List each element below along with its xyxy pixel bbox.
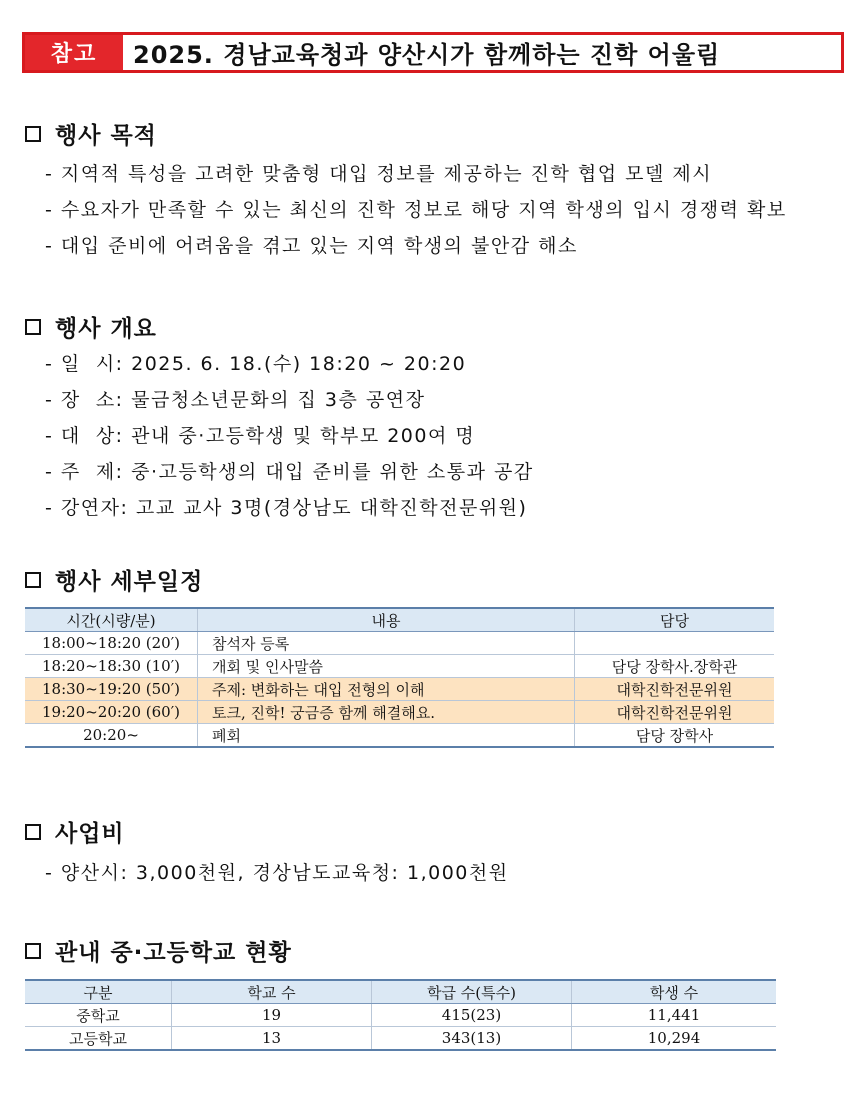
purpose-item: - 수요자가 만족할 수 있는 최신의 진학 정보로 해당 지역 학생의 입시 경쟁력 확보 <box>45 199 787 221</box>
school-type-cell: 중학교 <box>25 1004 172 1027</box>
table-row-highlighted <box>25 701 774 724</box>
content-cell: 주제: 변화하는 대입 전형의 이해 <box>198 678 575 701</box>
class-count-cell: 415(23) <box>372 1004 572 1027</box>
column-header: 학급 수(특수) <box>372 980 572 1004</box>
content-cell: 폐회 <box>198 724 575 748</box>
section-heading-budget <box>25 815 125 848</box>
schedule-table <box>25 607 774 748</box>
section-heading-schedule <box>25 563 203 596</box>
section-title: 행사 세부일정 <box>55 569 204 595</box>
student-count-cell: 10,294 <box>572 1027 777 1051</box>
schools-table <box>25 979 776 1051</box>
time-cell: 18:20~18:30 (10′) <box>25 655 198 678</box>
page-title: 2025. 경남교육청과 양산시가 함께하는 진학 어울림 <box>133 41 721 69</box>
owner-cell: 담당 장학사 <box>575 724 775 748</box>
column-header: 구분 <box>25 980 172 1004</box>
section-title: 행사 개요 <box>55 316 157 342</box>
overview-item-date: - 일 시: 2025. 6. 18.(수) 18:20 ~ 20:20 <box>45 353 467 375</box>
table-row-highlighted <box>25 678 774 701</box>
table-header-row <box>25 980 776 1004</box>
table-row <box>25 655 774 678</box>
section-title: 사업비 <box>55 821 125 847</box>
content-cell: 개회 및 인사말씀 <box>198 655 575 678</box>
column-header: 학교 수 <box>172 980 372 1004</box>
owner-cell: 대학진학전문위원 <box>575 678 775 701</box>
time-cell: 18:00~18:20 (20′) <box>25 632 198 655</box>
checkbox-square-icon <box>25 824 41 840</box>
time-cell: 18:30~19:20 (50′) <box>25 678 198 701</box>
content-cell: 참석자 등록 <box>198 632 575 655</box>
checkbox-square-icon <box>25 126 41 142</box>
checkbox-square-icon <box>25 572 41 588</box>
title-banner <box>22 32 844 73</box>
purpose-item: - 지역적 특성을 고려한 맞춤형 대입 정보를 제공하는 진학 협업 모델 제시 <box>45 163 713 185</box>
column-header: 담당 <box>575 608 775 632</box>
overview-item-topic: - 주 제: 중·고등학생의 대입 준비를 위한 소통과 공감 <box>45 461 534 483</box>
section-title: 행사 목적 <box>55 123 157 149</box>
content-cell: 토크, 진학! 궁금증 함께 해결해요. <box>198 701 575 724</box>
section-heading-schools <box>25 934 292 967</box>
checkbox-square-icon <box>25 319 41 335</box>
table-header-row <box>25 608 774 632</box>
time-cell: 20:20~ <box>25 724 198 748</box>
student-count-cell: 11,441 <box>572 1004 777 1027</box>
column-header: 시간(시량/분) <box>25 608 198 632</box>
budget-item: - 양산시: 3,000천원, 경상남도교육청: 1,000천원 <box>45 862 509 884</box>
section-heading-overview <box>25 310 157 343</box>
time-cell: 19:20~20:20 (60′) <box>25 701 198 724</box>
checkbox-square-icon <box>25 943 41 959</box>
overview-item-place: - 장 소: 물금청소년문화의 집 3층 공연장 <box>45 389 426 411</box>
section-heading-purpose <box>25 117 157 150</box>
school-count-cell: 13 <box>172 1027 372 1051</box>
table-row <box>25 1004 776 1027</box>
class-count-cell: 343(13) <box>372 1027 572 1051</box>
school-count-cell: 19 <box>172 1004 372 1027</box>
school-type-cell: 고등학교 <box>25 1027 172 1051</box>
owner-cell <box>575 632 775 655</box>
owner-cell: 대학진학전문위원 <box>575 701 775 724</box>
overview-item-speaker: - 강연자: 고교 교사 3명(경상남도 대학진학전문위원) <box>45 497 528 519</box>
purpose-item: - 대입 준비에 어려움을 겪고 있는 지역 학생의 불안감 해소 <box>45 235 578 257</box>
column-header: 내용 <box>198 608 575 632</box>
owner-cell: 담당 장학사.장학관 <box>575 655 775 678</box>
column-header: 학생 수 <box>572 980 777 1004</box>
section-title: 관내 중·고등학교 현황 <box>55 940 292 966</box>
table-row <box>25 632 774 655</box>
table-row <box>25 1027 776 1051</box>
reference-tag: 참고 <box>25 35 123 70</box>
table-row <box>25 724 774 748</box>
overview-item-target: - 대 상: 관내 중·고등학생 및 학부모 200여 명 <box>45 425 476 447</box>
